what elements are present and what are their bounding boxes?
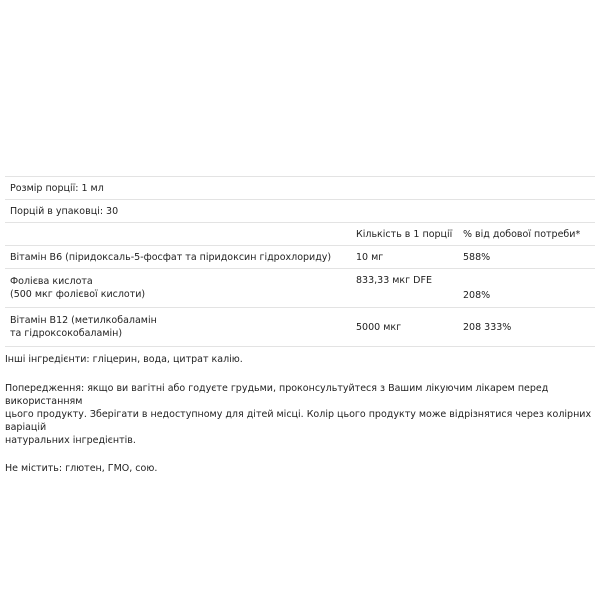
notes-section xyxy=(5,353,595,475)
nutrient-daily-value: 588% xyxy=(463,251,491,263)
nutrient-name: Фолієва кислота (500 мкг фолієвої кислоти) xyxy=(10,276,146,300)
nutrient-daily-value: 208 333% xyxy=(463,321,512,333)
servings-per-container-row xyxy=(5,200,595,223)
table-row xyxy=(5,308,595,347)
nutrient-amount: 5000 мкг xyxy=(356,321,402,333)
table-header-row xyxy=(5,223,595,246)
nutrient-name: Вітамін B6 (піридоксаль-5-фосфат та піридоксин гідрохлориду) xyxy=(10,251,332,263)
free-from: Не містить: глютен, ГМО, сою. xyxy=(5,463,158,474)
header-amount: Кількість в 1 порції xyxy=(356,228,453,240)
nutrient-amount: 10 мг xyxy=(356,251,384,263)
header-daily-value: % від добової потреби* xyxy=(463,228,581,240)
serving-size-row xyxy=(5,177,595,200)
nutrient-daily-value: 208% xyxy=(463,290,491,301)
table-row xyxy=(5,246,595,269)
table-row xyxy=(5,269,595,308)
other-ingredients: Інші інгредієнти: гліцерин, вода, цитрат калію. xyxy=(5,354,243,365)
warning-text: Попередження: якщо ви вагітні або годуєте грудьми, проконсультуйтеся з Вашим лікуючим лікарем перед використанням цього продукту. Зберігати в недоступному для дітей місці. Колір цього продукту може відрізнятися через колірних варіацій натуральних інгредієнтів. xyxy=(5,383,592,446)
nutrient-name: Вітамін B12 (метилкобаламін та гідроксокобаламін) xyxy=(10,315,157,339)
serving-size: Розмір порції: 1 мл xyxy=(10,182,104,194)
supplement-facts-table xyxy=(5,176,595,347)
nutrient-amount: 833,33 мкг DFE xyxy=(356,275,432,286)
supplement-facts-panel xyxy=(5,176,595,490)
servings-per-container: Порцій в упаковці: 30 xyxy=(10,205,119,217)
